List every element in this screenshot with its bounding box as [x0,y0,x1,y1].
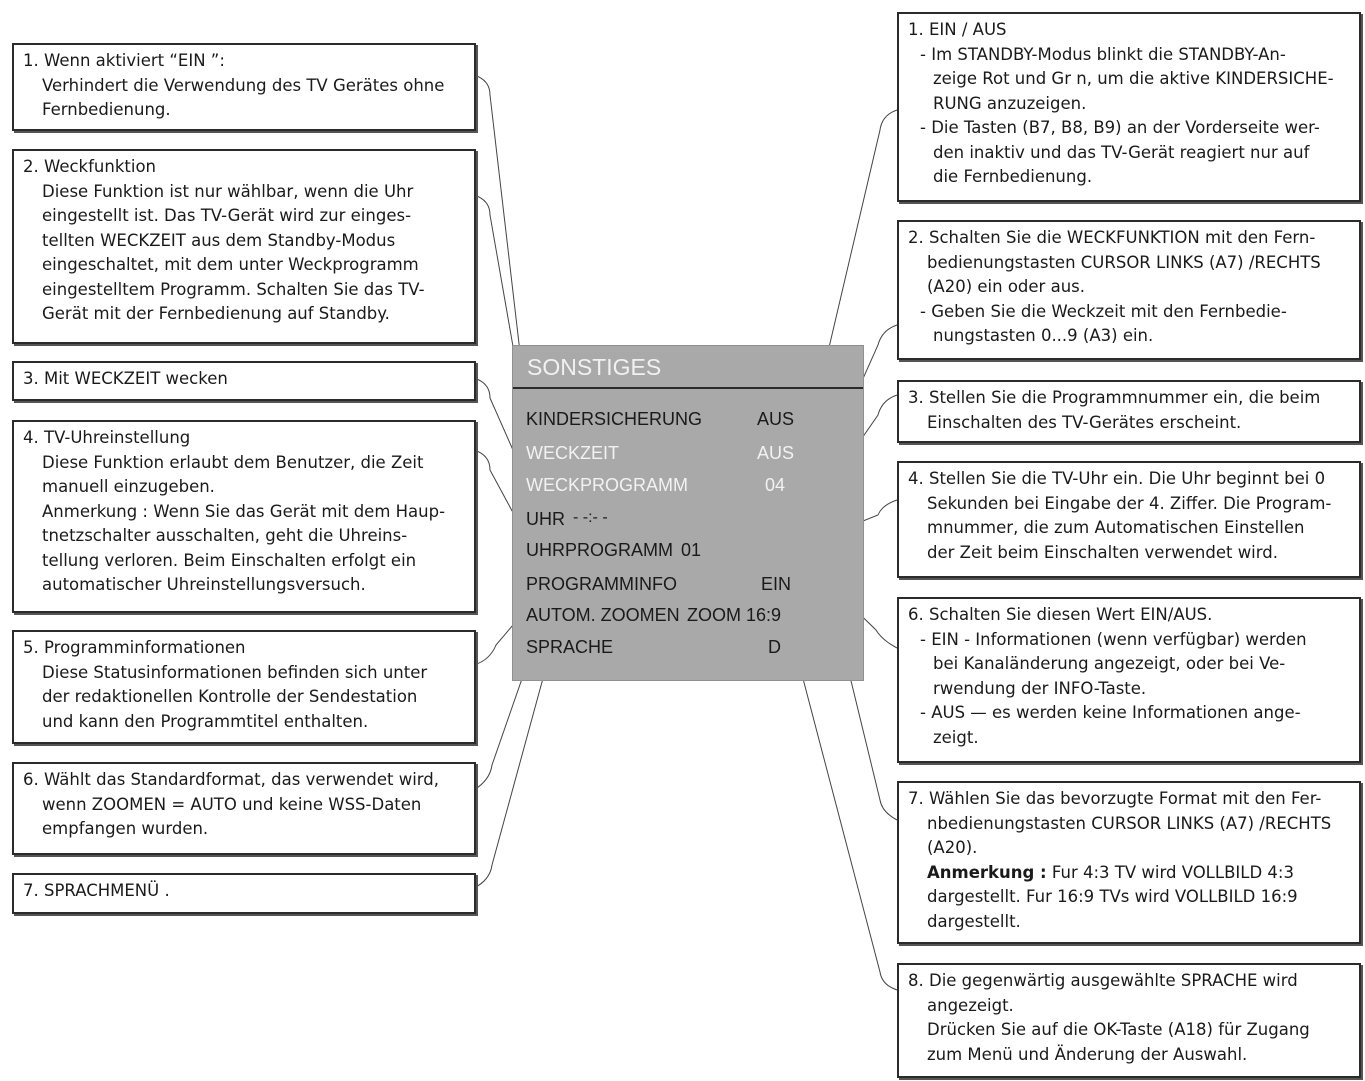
menu-row-kindersicherung[interactable] [513,409,863,433]
menu-row-uhr[interactable] [513,509,863,533]
menu-row-label: WECKPROGRAMM [526,475,688,495]
callout-text: Diese Statusinformationen befinden sich unter [42,662,428,682]
callout-text: - EIN - Informationen (wenn verfügbar) werden [920,629,1307,649]
callout-text: Sekunden bei Eingabe der 4. Ziffer. Die Program- [927,493,1332,513]
callout-text: und kann den Programmtitel enthalten. [42,711,369,731]
menu-row-value: D [768,637,781,657]
callout-text: 7. SPRACHMENÜ . [23,881,170,900]
menu-row-label: UHRPROGRAMM [526,540,673,560]
callout-text: Fur 4:3 TV wird VOLLBILD 4:3 [1046,862,1294,882]
menu-row-autom-zoomen[interactable] [513,605,863,629]
callout-text: - Im STANDBY-Modus blinkt die STANDBY-An- [920,44,1286,64]
callout-kindersicherung [12,43,476,131]
callout-text: bedienungstasten CURSOR LINKS (A7) /RECHTS [927,252,1321,272]
callout-text: 2. Weckfunktion [23,157,156,176]
menu-row-value: 04 [765,475,786,495]
callout-text: angezeigt. [927,995,1014,1015]
callout-text [908,861,1351,886]
callout-text: wenn ZOOMEN = AUTO und keine WSS-Daten [42,794,422,814]
connector-left-7 [474,660,548,888]
callout-wert-ein-aus [897,597,1361,763]
callout-text: Fernbedienung. [42,100,171,119]
connector-left-4 [474,450,517,520]
callout-text: Diese Funktion ist nur wählbar, wenn die Uhr [42,181,414,201]
callout-text: automatischer Uhreinstellungsversuch. [42,575,366,594]
connector-right-8 [796,652,897,990]
callout-text: eingeschaltet, mit dem unter Weckprogramm [42,255,419,274]
menu-row-value: AUS [757,409,795,429]
callout-text: nungstasten 0...9 (A3) ein. [933,326,1154,345]
callout-ein-aus [897,12,1361,202]
callout-text: 8. Die gegenwärtig ausgewählte SPRACHE wird [908,971,1298,990]
menu-row-label: PROGRAMMINFO [526,574,677,594]
callout-text: (A20) ein oder aus. [927,277,1085,296]
menu-row-value: EIN [761,574,792,594]
callout-text: empfangen wurden. [42,819,209,838]
callout-text: zeigt. [933,727,979,747]
callout-standardformat [12,762,476,855]
menu-row-value: ZOOM 16:9 [687,605,782,625]
callout-text: - Die Tasten (B7, B8, B9) an der Vorderseite wer- [920,118,1320,137]
menu-row-label: UHR [526,509,565,529]
menu-row-sprache[interactable] [513,637,863,661]
callout-text: der redaktionellen Kontrolle der Sendestation [42,687,418,706]
callout-bold-note: Anmerkung : [927,862,1047,882]
callout-text: 3. Stellen Sie die Programmnummer ein, die beim [908,388,1321,407]
menu-row-weckzeit[interactable] [513,443,863,467]
callout-text: der Zeit beim Einschalten verwendet wird. [927,542,1278,562]
callout-programminformationen [12,630,476,744]
callout-text: dargestellt. [927,911,1021,931]
menu-divider [513,387,863,389]
menu-row-label: SPRACHE [526,637,614,657]
callout-text: - AUS — es werden keine Informationen ange- [920,703,1301,722]
callout-text: 6. Schalten Sie diesen Wert EIN/AUS. [908,605,1213,624]
callout-text: 4. Stellen Sie die TV-Uhr ein. Die Uhr beginnt bei 0 [908,469,1326,488]
callout-text: Drücken Sie auf die OK-Taste (A18) für Zugang [927,1020,1310,1039]
callout-text: die Fernbedienung. [933,167,1093,186]
menu-row-label: AUTOM. ZOOMEN [526,605,680,625]
callout-text: 3. Mit WECKZEIT wecken [23,369,228,388]
menu-row-label: KINDERSICHERUNG [526,409,703,429]
callout-text: 5. Programminformationen [23,638,246,657]
callout-text: mnummer, die zum Automatischen Einstellen [927,518,1305,537]
callout-text: zum Menü und Änderung der Auswahl. [927,1044,1248,1064]
menu-row-weckprogramm[interactable] [513,475,863,499]
callout-text: tellung verloren. Beim Einschalten erfolgt ein [42,550,417,570]
callout-text: Anmerkung : Wenn Sie das Gerät mit dem Haup- [42,501,446,521]
callout-text: manuell einzugeben. [42,477,215,496]
callout-text: 7. Wählen Sie das bevorzugte Format mit den Fer- [908,789,1322,808]
menu-row-programminfo[interactable] [513,574,863,598]
menu-row-value: - -:- - [573,509,608,526]
sonstiges-menu [512,345,864,681]
menu-title: SONSTIGES [527,354,662,380]
callout-text: rwendung der INFO-Taste. [933,678,1147,698]
callout-text: Verhindert die Verwendung des TV Gerätes ohne [42,75,445,95]
callout-uhreinstellung [12,420,476,613]
callout-text: nbedienungstasten CURSOR LINKS (A7) /RECHTS [927,813,1332,833]
callout-text: - Geben Sie die Weckzeit mit den Fernbedie- [920,301,1287,321]
callout-weckfunktion-schalten [897,220,1361,360]
menu-row-value: 01 [681,540,702,560]
callout-text: tnetzschalter ausschalten, geht die Uhreins- [42,526,408,545]
callout-weckzeit [12,361,476,401]
callout-text: Diese Funktion erlaubt dem Benutzer, die Zeit [42,452,424,472]
menu-row-value: AUS [757,443,795,463]
callout-text: bei Kanaländerung angezeigt, oder bei Ve- [933,654,1286,673]
callout-text: zeige Rot und Gr n, um die aktive KINDERSICHE- [933,69,1334,88]
callout-text: tellten WECKZEIT aus dem Standby-Modus [42,230,396,250]
callout-text: dargestellt. Fur 16:9 TVs wird VOLLBILD 16:9 [927,887,1298,906]
callout-text: den inaktiv und das TV-Gerät reagiert nur auf [933,142,1310,162]
callout-text: 1. Wenn aktiviert “EIN ”: [23,51,225,70]
callout-tv-uhr [897,461,1361,578]
callout-text: 6. Wählt das Standardformat, das verwendet wird, [23,770,440,789]
menu-row-label: WECKZEIT [526,443,619,463]
callout-text: eingestelltem Programm. Schalten Sie das TV- [42,279,425,299]
callout-text: eingestellt ist. Das TV-Gerät wird zur einges- [42,206,412,225]
callout-programmnummer [897,380,1361,443]
callout-text: (A20). [927,838,978,857]
callout-text: 2. Schalten Sie die WECKFUNKTION mit den Fern- [908,228,1316,247]
callout-text: Gerät mit der Fernbedienung auf Standby. [42,304,390,323]
callout-sprache [897,963,1361,1078]
callout-bevorzugtes-format [897,781,1361,944]
callout-text: RUNG anzuzeigen. [933,93,1087,113]
callout-sprachmenue [12,873,476,914]
callout-text: 4. TV-Uhreinstellung [23,428,191,447]
callout-weckfunktion [12,149,476,344]
callout-text: 1. EIN / AUS [908,20,1007,39]
callout-text: Einschalten des TV-Gerätes erscheint. [927,412,1242,432]
menu-row-uhrprogramm[interactable] [513,540,863,564]
